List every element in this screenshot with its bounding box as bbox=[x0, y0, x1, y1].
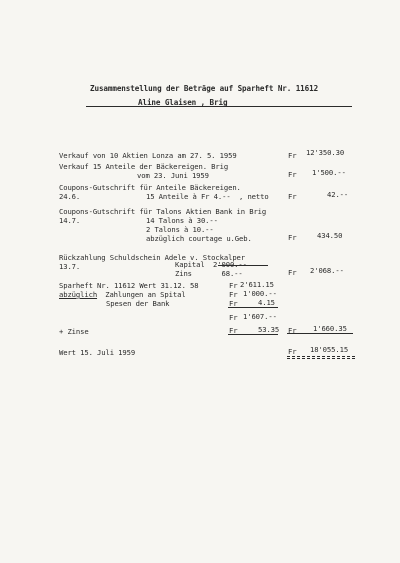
currency-label: Fr bbox=[229, 313, 238, 322]
coupons-bank-talons-1: 14 Talons à 30.-- bbox=[146, 216, 218, 225]
coupons-baecker-text: Coupons-Gutschrift für Anteile Bäckereigen. bbox=[59, 183, 241, 192]
rueckzahlung-date: 13.7. bbox=[59, 262, 81, 271]
sparheft-value-text: Sparheft Nr. 11612 Wert 31.12. 58 bbox=[59, 281, 199, 290]
sale-lonza-amount: 12'350.30 bbox=[306, 148, 345, 157]
currency-label: Fr bbox=[288, 170, 297, 179]
currency-label: Fr bbox=[288, 192, 297, 201]
sparheft-abzueglich: abzüglich bbox=[59, 290, 98, 299]
coupons-baecker-detail: 15 Anteile à Fr 4.-- , netto bbox=[146, 192, 269, 201]
currency-label: Fr bbox=[229, 290, 238, 299]
currency-label: Fr bbox=[229, 326, 238, 335]
sparheft-value-amount: 2'611.15 bbox=[240, 280, 274, 289]
coupons-bank-talons-2: 2 Talons à 10.-- bbox=[146, 225, 214, 234]
coupons-bank-courtage: abzüglich courtage u.Geb. bbox=[146, 234, 252, 243]
currency-label: Fr bbox=[229, 281, 238, 290]
rueckzahlung-zins: Zins 68.-- bbox=[175, 269, 243, 278]
currency-label: Fr bbox=[288, 326, 297, 335]
sparheft-spital-amount: 1'000.-- bbox=[243, 289, 277, 298]
grand-total-double-line bbox=[287, 356, 355, 357]
zinse-amount: 53.35 bbox=[258, 325, 280, 334]
currency-label: Fr bbox=[288, 347, 297, 356]
sale-baecker-date: vom 23. Juni 1959 bbox=[137, 171, 209, 180]
currency-label: Fr bbox=[288, 268, 297, 277]
sparheft-spesen-amount: 4.15 bbox=[258, 298, 275, 307]
sparheft-total-underline bbox=[287, 333, 353, 334]
coupons-bank-text: Coupons-Gutschrift für Talons Aktien Bank in Brig bbox=[59, 207, 267, 216]
coupons-baecker-date: 24.6. bbox=[59, 192, 81, 201]
wert-date: Wert 15. Juli 1959 bbox=[59, 348, 136, 357]
rueckzahlung-kapital: Kapital 2'000.-- bbox=[175, 260, 247, 269]
zinse-underline bbox=[228, 334, 278, 335]
subtotal-line bbox=[228, 307, 278, 308]
grand-total: 18'055.15 bbox=[310, 345, 349, 354]
page-title: Zusammenstellung der Beträge auf Sparheft Nr. 11612 bbox=[90, 84, 319, 93]
sale-baecker-text: Verkauf 15 Anteile der Bäckereigen. Brig bbox=[59, 162, 229, 171]
currency-label: Fr bbox=[288, 233, 297, 242]
rueckzahlung-amount: 2'068.-- bbox=[310, 266, 344, 275]
grand-total-double-line-2 bbox=[287, 358, 355, 359]
sale-lonza-text: Verkauf von 10 Aktien Lonza am 27. 5. 1959 bbox=[59, 151, 237, 160]
sparheft-spital-text: Zahlungen an Spital bbox=[101, 290, 186, 299]
sale-baecker-amount: 1'500.-- bbox=[312, 168, 346, 177]
coupons-baecker-amount: 42.-- bbox=[327, 190, 349, 199]
sparheft-subtotal: 1'607.-- bbox=[243, 312, 277, 321]
currency-label: Fr bbox=[288, 151, 297, 160]
zinse-label: + Zinse bbox=[59, 327, 89, 336]
coupons-bank-amount: 434.50 bbox=[317, 231, 343, 240]
currency-label: Fr bbox=[229, 299, 238, 308]
rueckzahlung-text: Rückzahlung Schuldschein Adele v. Stockalper bbox=[59, 253, 245, 262]
account-holder: Aline Glaisen , Brig bbox=[138, 98, 228, 107]
heading-underline bbox=[86, 106, 352, 107]
coupons-bank-date: 14.7. bbox=[59, 216, 81, 225]
kapital-underline bbox=[218, 265, 268, 266]
sparheft-spesen-text: Spesen der Bank bbox=[106, 299, 170, 308]
sparheft-total: 1'660.35 bbox=[313, 324, 347, 333]
